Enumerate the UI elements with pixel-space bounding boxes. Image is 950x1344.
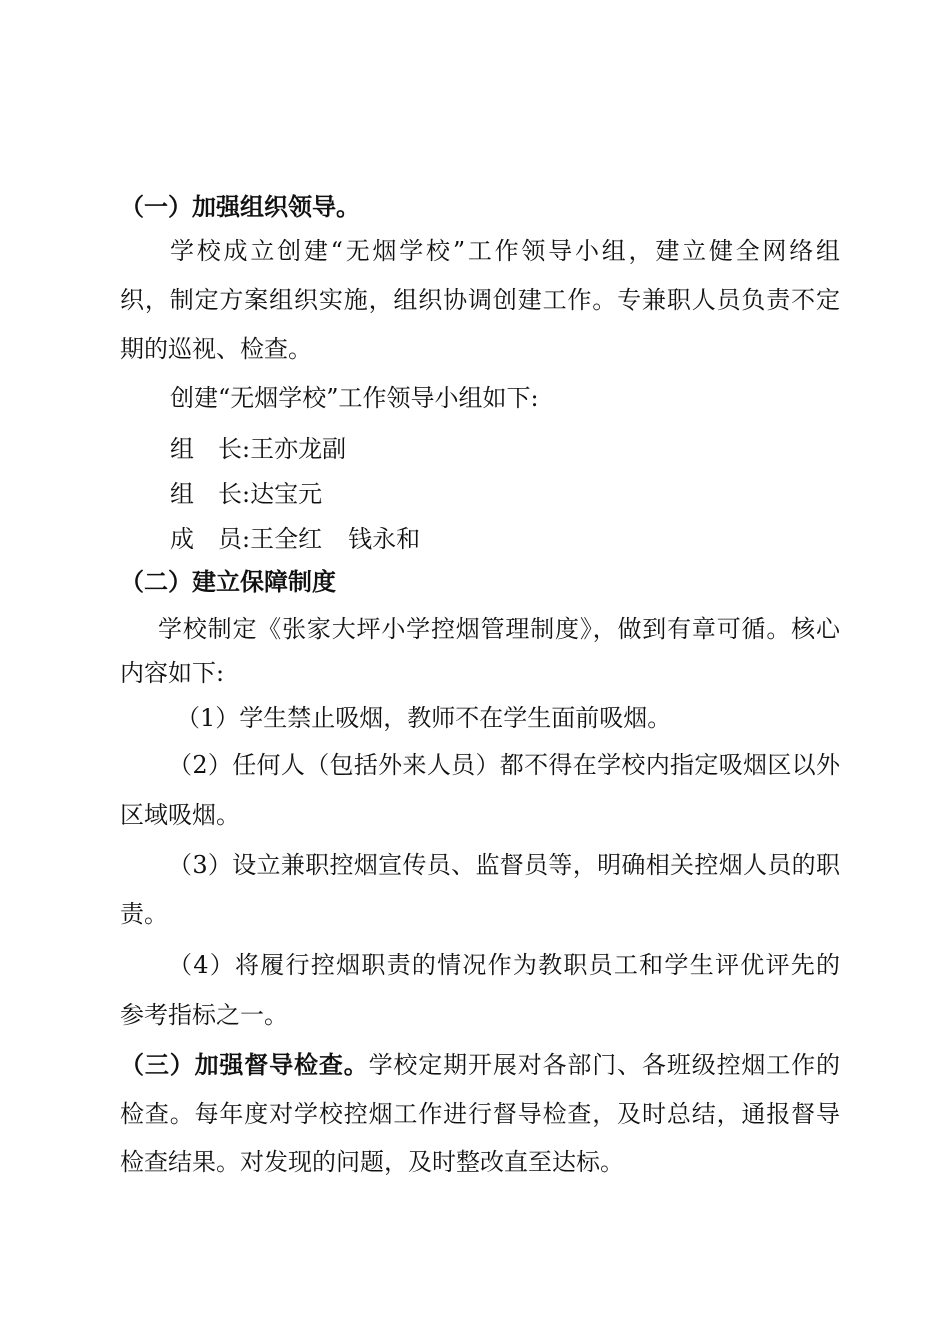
member-names: 王亦龙副	[250, 435, 347, 463]
rule-item-4-line-2: 参考指标之一。	[120, 1001, 288, 1029]
section-1-heading: （一）加强组织领导。	[120, 192, 360, 221]
member-role: 组 长:	[170, 435, 251, 463]
member-names-extra: 钱永和	[348, 525, 421, 553]
rule-item-2-line-2: 区域吸烟。	[120, 801, 240, 829]
rule-item-4-line-1: （4）将履行控烟职责的情况作为教职员工和学生评优评先的	[168, 951, 840, 979]
section-1-paragraph-line-1: 学校成立创建“无烟学校”工作领导小组，建立健全网络组	[170, 237, 840, 265]
leadership-group-intro: 创建“无烟学校”工作领导小组如下:	[170, 384, 539, 412]
rule-item-3-line-2: 责。	[120, 900, 168, 928]
rule-item-3-line-1: （3）设立兼职控烟宣传员、监督员等，明确相关控烟人员的职	[168, 851, 840, 879]
rule-item-1: （1）学生禁止吸烟，教师不在学生面前吸烟。	[176, 704, 672, 732]
section-1-paragraph-line-2: 织，制定方案组织实施，组织协调创建工作。专兼职人员负责不定	[120, 286, 840, 314]
section-3-text: 学校定期开展对各部门、各班级控烟工作的	[368, 1051, 841, 1079]
section-3-line-3: 检查结果。对发现的问题，及时整改直至达标。	[120, 1148, 624, 1176]
member-row-members	[170, 524, 840, 554]
member-row-vice-leader	[170, 479, 840, 509]
section-3-line-2: 检查。每年度对学校控烟工作进行督导检查，及时总结，通报督导	[120, 1100, 840, 1128]
section-3-heading: （三）加强督导检查。	[120, 1050, 369, 1079]
section-1-paragraph-line-3: 期的巡视、检查。	[120, 335, 312, 363]
member-role: 组 长:	[170, 480, 251, 508]
member-role: 成 员:	[170, 525, 251, 553]
section-3-line-1	[120, 1050, 840, 1080]
member-row-leader	[170, 434, 840, 464]
member-names: 达宝元	[250, 480, 323, 508]
rule-item-2-line-1: （2）任何人（包括外来人员）都不得在学校内指定吸烟区以外	[168, 751, 840, 779]
section-2-paragraph-line-1: 学校制定《张家大坪小学控烟管理制度》，做到有章可循。核心	[158, 615, 840, 643]
section-2-paragraph-line-2: 内容如下:	[120, 659, 225, 687]
section-2-heading: （二）建立保障制度	[120, 567, 336, 596]
member-names: 王全红	[250, 525, 323, 553]
